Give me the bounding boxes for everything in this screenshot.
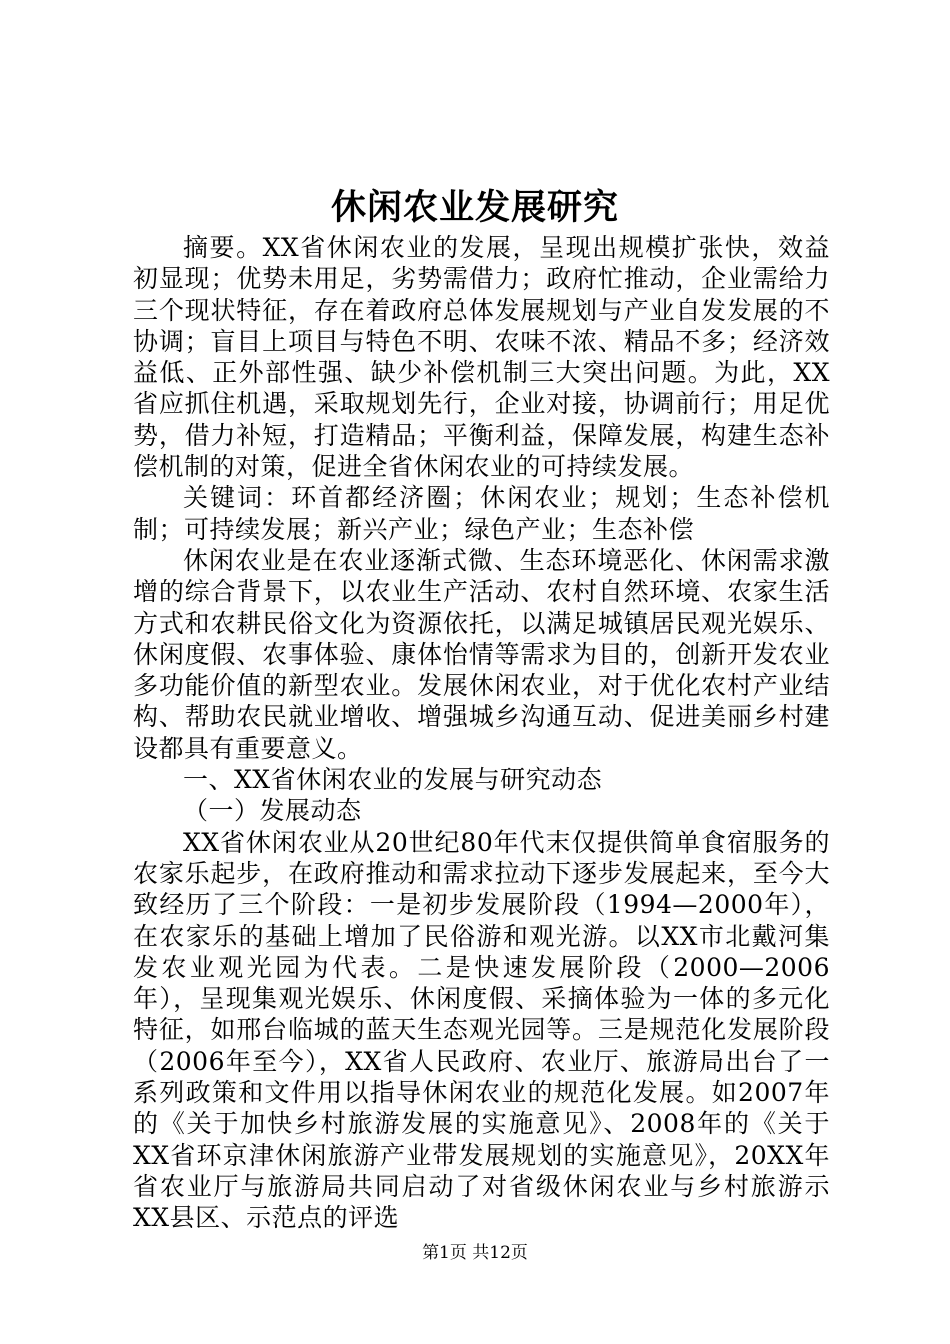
- abstract-paragraph: 摘要。XX省休闲农业的发展，呈现出规模扩张快，效益初显现；优势未用足，劣势需借力；政府忙推动，企业需给力三个现状特征，存在着政府总体发展规划与产业自发发展的不协调；盲目上项目与特色不明、农味不浓、精品不多；经济效益低、正外部性强、缺少补偿机制三大突出问题。为此，XX省应抓住机遇，采取规划先行，企业对接，协调前行；用足优势，借力补短，打造精品；平衡利益，保障发展，构建生态补偿机制的对策，促进全省休闲农业的可持续发展。: [133, 233, 830, 482]
- body-paragraph: XX省休闲农业从20世纪80年代末仅提供简单食宿服务的农家乐起步，在政府推动和需求拉动下逐步发展起来，至今大致经历了三个阶段：一是初步发展阶段（1994—2000年），在农家乐的基础上增加了民俗游和观光游。以XX市北戴河集发农业观光园为代表。二是快速发展阶段（2000—2006年），呈现集观光娱乐、休闲度假、采摘体验为一体的多元化特征，如邢台临城的蓝天生态观光园等。三是规范化发展阶段（2006年至今），XX省人民政府、农业厅、旅游局出台了一系列政策和文件用以指导休闲农业的规范化发展。如2007年的《关于加快乡村旅游发展的实施意见》、2008年的《关于XX省环京津休闲旅游产业带发展规划的实施意见》，20XX年省农业厅与旅游局共同启动了对省级休闲农业与乡村旅游示XX县区、示范点的评选: [133, 827, 830, 1233]
- page-footer: 第1页 共12页: [422, 1243, 528, 1263]
- section-heading: 一、XX省休闲农业的发展与研究动态: [183, 765, 603, 795]
- keywords-paragraph: 关键词：环首都经济圈；休闲农业；规划；生态补偿机制；可持续发展；新兴产业；绿色产业；生态补偿: [133, 483, 830, 544]
- document-body: [133, 232, 830, 1234]
- document-title: 休闲农业发展研究: [330, 187, 619, 228]
- intro-paragraph: 休闲农业是在农业逐渐式微、生态环境恶化、休闲需求激增的综合背景下，以农业生产活动、农村自然环境、农家生活方式和农耕民俗文化为资源依托，以满足城镇居民观光娱乐、休闲度假、农事体验、康体怡情等需求为目的，创新开发农业多功能价值的新型农业。发展休闲农业，对于优化农村产业结构、帮助农民就业增收、增强城乡沟通互动、促进美丽乡村建设都具有重要意义。: [133, 545, 830, 763]
- subsection-heading: （一）发展动态: [183, 796, 362, 826]
